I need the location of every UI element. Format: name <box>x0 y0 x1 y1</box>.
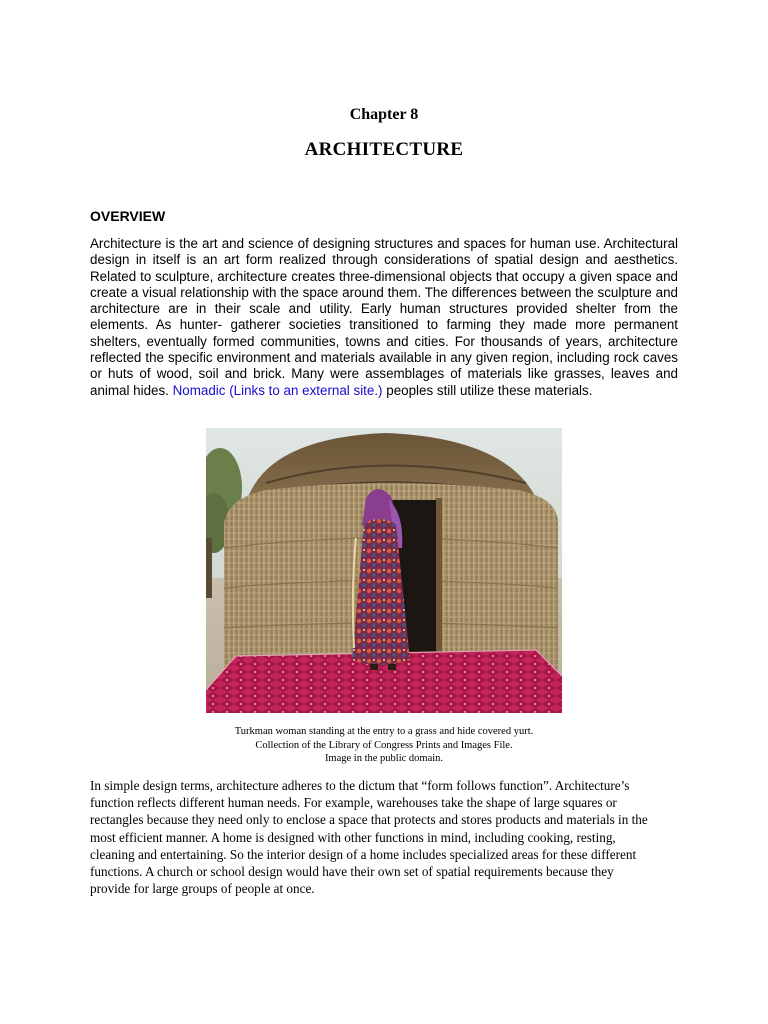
nomadic-external-link[interactable]: Nomadic (Links to an external site.) <box>172 382 383 398</box>
paragraph-line: provide for large groups of people at once. <box>90 881 315 897</box>
form-follows-function-paragraph <box>90 777 682 897</box>
paragraph-line: functions. A church or school design would have their own set of spatial requirements because they <box>90 864 614 880</box>
caption-line: Image in the public domain. <box>324 753 444 764</box>
chapter-number: Chapter 8 <box>349 106 419 123</box>
caption-line: Collection of the Library of Congress Prints and Images File. <box>255 739 513 751</box>
section-heading: OVERVIEW <box>90 208 166 224</box>
chapter-title: ARCHITECTURE <box>304 139 464 160</box>
yurt-photo-illustration <box>206 428 562 713</box>
overview-paragraph <box>90 236 678 399</box>
figure-caption <box>0 725 768 766</box>
paragraph-line: cleaning and entertaining. So the interior design of a home includes specialized areas for these different <box>90 846 637 862</box>
paragraph-line: rectangles because they need only to enclose a space that protects and stores products and materials in the <box>90 812 648 828</box>
overview-paragraph-tail: peoples still utilize these materials. <box>386 382 593 398</box>
caption-line: Turkman woman standing at the entry to a grass and hide covered yurt. <box>234 726 534 737</box>
overview-paragraph-text: Architecture is the art and science of designing structures and spaces for human use. Architectural design in itself is an art form realized through considerations of spatial design and aesthetics. Related to sculpture, architecture creates three-dimensional objects that occupy a given space and create a visual relationship with the space around them. The differences between the sculpture and architecture are in their scale and utility. Early human structures provided shelter from the elements. As hunter- gatherer societies transitioned to farming they made more permanent shelters, eventually formed communities, towns and cities. For thousands of years, architecture reflected the specific environment and materials available in any given region, including rock caves or huts of wood, soil and brick. Many were assemblages of materials like grasses, leaves and animal hides. <box>90 236 678 398</box>
paragraph-line: In simple design terms, architecture adheres to the dictum that “form follows function”. Architecture’s <box>90 778 630 793</box>
paragraph-line: most efficient manner. A home is designed with other functions in mind, including cooking, resting, <box>90 829 616 845</box>
paragraph-line: function reflects different human needs. For example, warehouses take the shape of large squares or <box>90 795 617 811</box>
yurt-photo <box>206 428 562 713</box>
